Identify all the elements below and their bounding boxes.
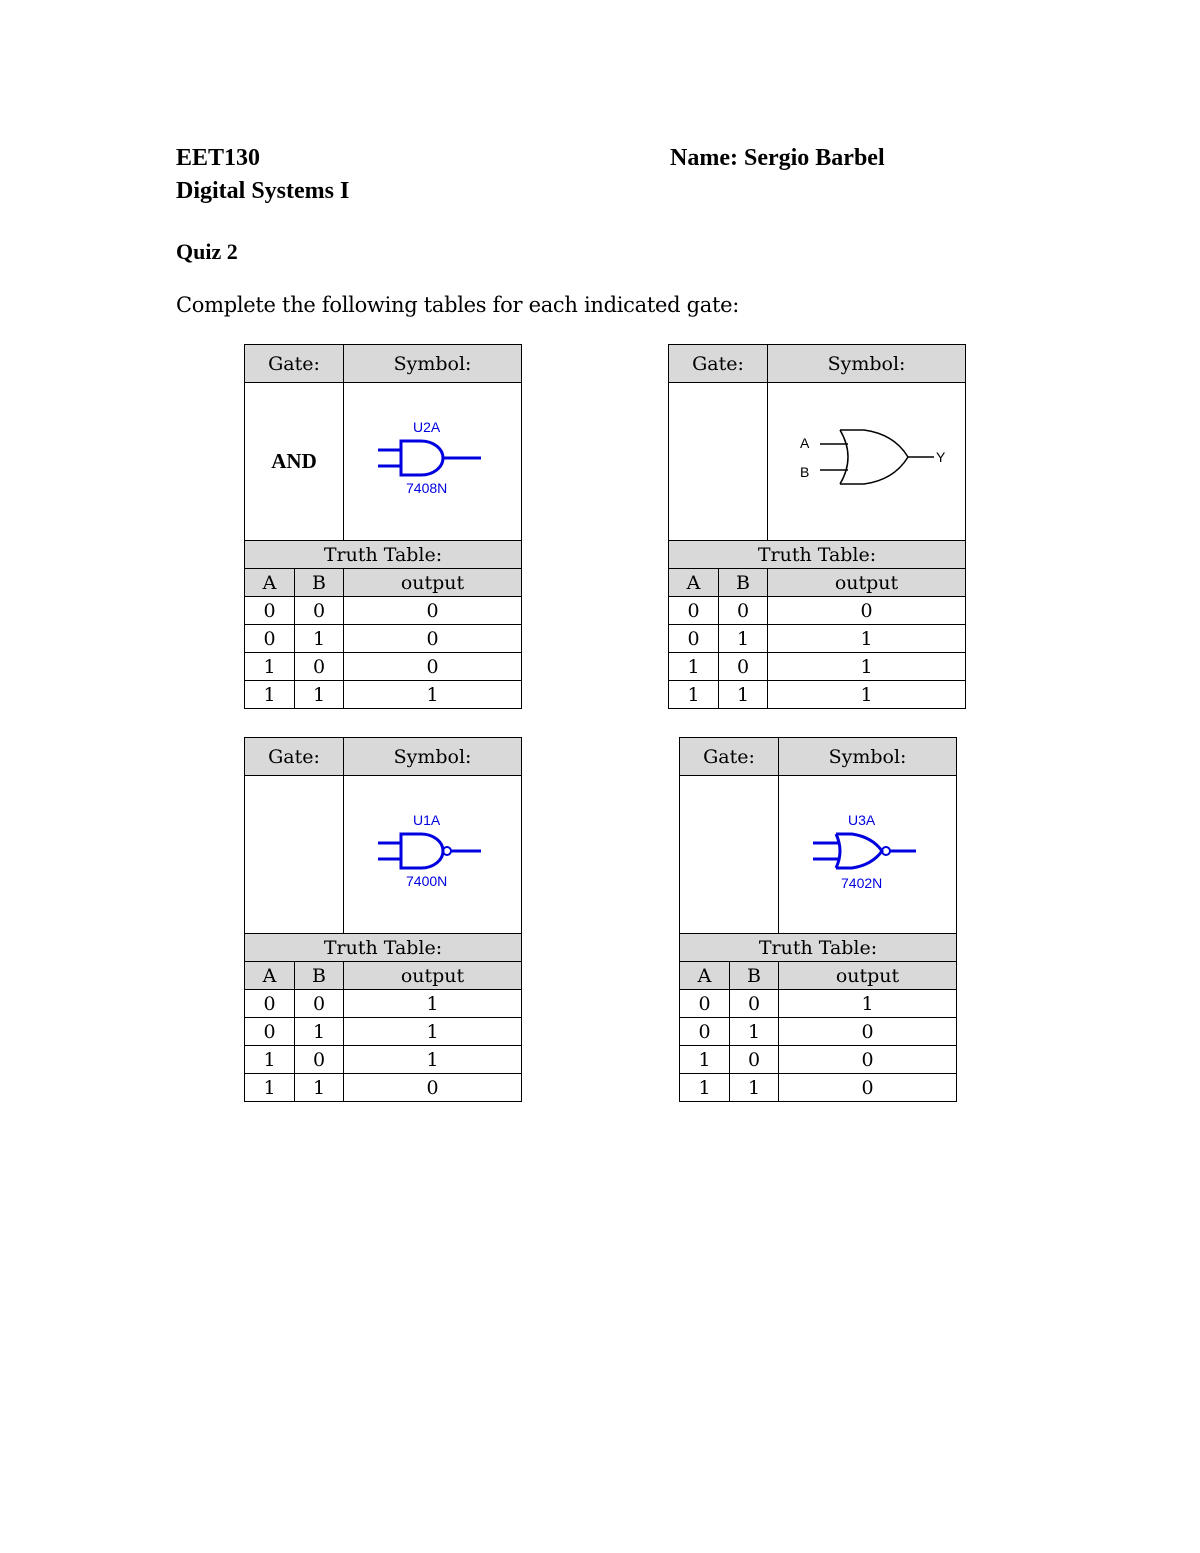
col-a-header: A: [680, 962, 730, 990]
gate-name: [245, 776, 344, 934]
table-row: [680, 990, 957, 1018]
gate-table-or: [668, 344, 966, 709]
cell-a: 1: [680, 1046, 730, 1074]
part-ref-label: U3A: [847, 811, 875, 828]
and-gate-icon: [373, 417, 493, 507]
cell-a: 0: [680, 1018, 730, 1046]
cell-a: 0: [669, 597, 719, 625]
table-row: [245, 1046, 522, 1074]
truth-table-label: Truth Table:: [669, 541, 966, 569]
table-row: [245, 653, 522, 681]
symbol-label: Symbol:: [344, 738, 522, 776]
cell-b: 1: [295, 681, 344, 709]
cell-a: 0: [245, 625, 295, 653]
col-a-header: A: [669, 569, 719, 597]
input-b-label: B: [799, 463, 809, 480]
cell-output: 0: [779, 1046, 957, 1074]
cell-a: 1: [669, 681, 719, 709]
cell-a: 0: [669, 625, 719, 653]
cell-output: 0: [344, 1074, 522, 1102]
gate-label: Gate:: [245, 738, 344, 776]
cell-output: 0: [768, 597, 966, 625]
table-row: [245, 1018, 522, 1046]
cell-b: 0: [295, 653, 344, 681]
cell-output: 1: [344, 1046, 522, 1074]
part-ref-label: U2A: [412, 418, 440, 435]
truth-table-label: Truth Table:: [680, 934, 957, 962]
table-row: [245, 1074, 522, 1102]
cell-output: 1: [344, 1018, 522, 1046]
cell-b: 0: [295, 1046, 344, 1074]
cell-a: 0: [245, 597, 295, 625]
cell-b: 0: [719, 653, 768, 681]
gate-label: Gate:: [680, 738, 779, 776]
cell-a: 1: [680, 1074, 730, 1102]
cell-b: 1: [295, 1018, 344, 1046]
symbol-label: Symbol:: [768, 345, 966, 383]
symbol-cell: [344, 383, 522, 541]
gate-name: [669, 383, 768, 541]
cell-b: 1: [295, 625, 344, 653]
output-y-label: Y: [935, 448, 945, 465]
nand-gate-icon: [373, 810, 493, 900]
table-row: [245, 597, 522, 625]
nor-gate-icon: [808, 810, 928, 900]
or-gate-icon: [782, 422, 952, 502]
col-output-header: output: [344, 962, 522, 990]
gate-name: AND: [245, 383, 344, 541]
quiz-title: Quiz 2: [176, 239, 238, 264]
part-number-label: 7402N: [840, 874, 882, 891]
part-number-label: 7408N: [405, 479, 447, 496]
cell-output: 1: [344, 990, 522, 1018]
cell-a: 1: [245, 681, 295, 709]
table-row: [669, 653, 966, 681]
cell-b: 1: [730, 1018, 779, 1046]
col-b-header: B: [295, 962, 344, 990]
gate-label: Gate:: [245, 345, 344, 383]
part-ref-label: U1A: [412, 811, 440, 828]
table-row: [245, 681, 522, 709]
cell-output: 1: [768, 625, 966, 653]
col-a-header: A: [245, 569, 295, 597]
col-b-header: B: [719, 569, 768, 597]
instructions: Complete the following tables for each indicated gate:: [176, 293, 740, 317]
cell-b: 0: [719, 597, 768, 625]
cell-output: 0: [344, 653, 522, 681]
symbol-label: Symbol:: [779, 738, 957, 776]
symbol-label: Symbol:: [344, 345, 522, 383]
cell-a: 0: [245, 990, 295, 1018]
cell-b: 1: [719, 625, 768, 653]
col-output-header: output: [768, 569, 966, 597]
col-a-header: A: [245, 962, 295, 990]
part-number-label: 7400N: [405, 872, 447, 889]
col-output-header: output: [779, 962, 957, 990]
cell-b: 0: [730, 1046, 779, 1074]
cell-a: 1: [245, 653, 295, 681]
cell-a: 1: [245, 1046, 295, 1074]
truth-table-label: Truth Table:: [245, 541, 522, 569]
gate-label: Gate:: [669, 345, 768, 383]
cell-b: 0: [295, 990, 344, 1018]
cell-output: 1: [768, 653, 966, 681]
gate-name: [680, 776, 779, 934]
gate-table-nor: [679, 737, 957, 1102]
cell-b: 1: [719, 681, 768, 709]
table-row: [669, 597, 966, 625]
gate-table-nand: [244, 737, 522, 1102]
col-output-header: output: [344, 569, 522, 597]
symbol-cell: [344, 776, 522, 934]
symbol-cell: [768, 383, 966, 541]
input-a-label: A: [799, 434, 809, 451]
truth-table-label: Truth Table:: [245, 934, 522, 962]
cell-b: 1: [730, 1074, 779, 1102]
cell-output: 0: [779, 1018, 957, 1046]
course-name: Digital Systems I: [176, 178, 350, 204]
cell-output: 0: [779, 1074, 957, 1102]
cell-output: 1: [768, 681, 966, 709]
cell-output: 0: [344, 625, 522, 653]
cell-b: 0: [730, 990, 779, 1018]
cell-a: 0: [245, 1018, 295, 1046]
table-row: [245, 625, 522, 653]
table-row: [680, 1074, 957, 1102]
table-row: [669, 625, 966, 653]
symbol-cell: [779, 776, 957, 934]
cell-a: 1: [245, 1074, 295, 1102]
cell-b: 0: [295, 597, 344, 625]
cell-b: 1: [295, 1074, 344, 1102]
cell-a: 1: [669, 653, 719, 681]
cell-output: 1: [344, 681, 522, 709]
col-b-header: B: [730, 962, 779, 990]
cell-a: 0: [680, 990, 730, 1018]
cell-output: 0: [344, 597, 522, 625]
student-name: Name: Sergio Barbel: [670, 145, 885, 171]
table-row: [680, 1046, 957, 1074]
gate-table-and: [244, 344, 522, 709]
table-row: [245, 990, 522, 1018]
col-b-header: B: [295, 569, 344, 597]
course-code: EET130: [176, 145, 261, 171]
table-row: [669, 681, 966, 709]
cell-output: 1: [779, 990, 957, 1018]
table-row: [680, 1018, 957, 1046]
